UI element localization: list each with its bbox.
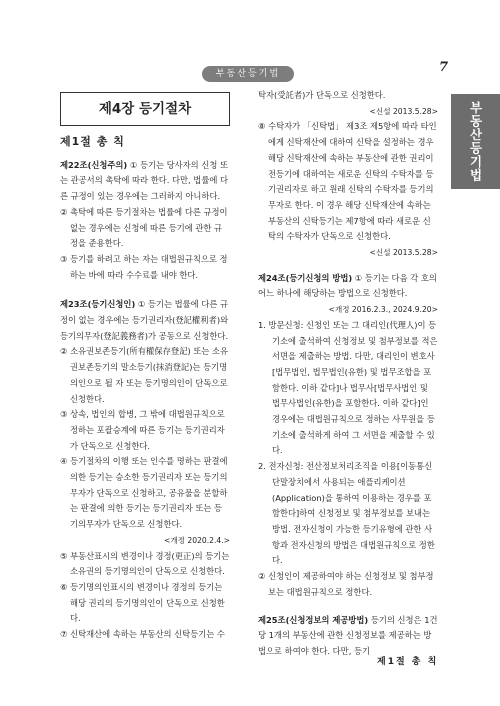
paragraph: ④ 등기절차의 이행 또는 인수를 명하는 판결에 의한 등기는 승소한 등기권리자 또는 등기의무자가 단독으로 신청하고, 공유물을 분할하는 판결에 의한 등기는 등기권리자 또는 등기의무자가 단독으로 신청한다.: [60, 456, 228, 530]
article-23: [60, 297, 230, 642]
amendment-note: <신설 2013.5.28>: [369, 106, 438, 116]
article-title: 제22조(신청주의): [60, 159, 128, 170]
paragraph: ⑧ 수탁자가 「신탁법」 제3조 제5항에 따라 타인에게 신탁재산에 대하여 신탁을 설정하는 경우 해당 신탁재산에 속하는 부동산에 관한 권리이전등기에 대하여는 새로운 신탁의 수탁자를 등기권리자로 하고 원래 신탁의 수탁자를 등기의무자로 한다. 이 경우 해당 신탁재산에 속하는 부동산의 신탁등기는 제7항에 따라 새로운 신탁의 수탁자가 단독으로 신청한다.: [258, 121, 437, 242]
article-title: 제25조(신청정보의 제공방법): [258, 614, 369, 625]
article-25: [258, 613, 438, 660]
paragraph: ⑤ 부동산표시의 변경이나 경정(更正)의 등기는 소유권의 등기명의인이 단독으로 신청한다.: [60, 550, 230, 577]
paragraph: ② 신청인이 제공하여야 하는 신청정보 및 첨부정보는 대법원규칙으로 정한다.: [258, 571, 434, 597]
paragraph: ① 등기는 당사자의 신청 또는 관공서의 촉탁에 따라 한다. 다만, 법률에 다른 규정이 있는 경우에는 그러하지 아니하다.: [60, 159, 229, 202]
article-22: [60, 158, 230, 284]
paragraph: 등기의 신청은 1건당 1개의 부동산에 관한 신청정보를 제공하는 방법으로 하여야 한다. 다만, 등기: [258, 614, 438, 656]
side-thumb-tab: 부동산등기법: [451, 94, 500, 189]
section-title: 제1절 총 칙: [60, 135, 125, 148]
paragraph: ① 등기는 법률에 다른 규정이 없는 경우에는 등기권리자(登記權利者)와 등기의무자(登記義務者)가 공동으로 신청한다.: [60, 299, 229, 341]
paragraph: 탁자(受託者)가 단독으로 신청한다.: [258, 90, 386, 100]
paragraph: ③ 등기를 하려고 하는 자는 대법원규칙으로 정하는 바에 따라 수수료를 내야 한다.: [60, 253, 228, 280]
running-header: 부동산등기법: [202, 66, 294, 82]
running-footer: 제1절 총 칙: [377, 657, 439, 667]
article-24: [258, 271, 438, 601]
paragraph: ② 촉탁에 따른 등기절차는 법률에 다른 규정이 없는 경우에는 신청에 따른 등기에 관한 규정을 준용한다.: [60, 206, 228, 249]
amendment-note: <신설 2013.5.28>: [369, 248, 438, 258]
paragraph: ① 등기는 다음 각 호의 어느 하나에 해당하는 방법으로 신청한다.: [258, 272, 437, 299]
article-title: 제24조(등기신청의 방법): [258, 272, 353, 283]
right-column: [258, 88, 438, 668]
list-item: 2. 전자신청: 전산정보처리조직을 이용[이동통신단말장치에서 사용되는 애플리케이션(Application)을 통하여 이용하는 경우를 포함한다]하여 신청정보 및 첨부정보를 보내는 방법. 전자신청이 가능한 등기유형에 관한 사항과 전자신청의 방법은 대법원규칙으로 정한다.: [258, 461, 435, 566]
amendment-note: <개정 2016.2.3., 2024.9.20>: [328, 305, 438, 315]
paragraph: ③ 상속, 법인의 합병, 그 밖에 대법원규칙으로 정하는 포괄승계에 따른 등기는 등기권리자가 단독으로 신청한다.: [60, 409, 225, 451]
list-item: 1. 방문신청: 신청인 또는 그 대리인(代理人)이 등기소에 출석하여 신청정보 및 첨부정보를 적은 서면을 제출하는 방법. 다만, 대리인이 변호사[법무법인, 법무법인(유한) 및 법무조합을 포함한다. 이하 같다]나 법무사[법무사법인 및 법무사법인(유한)을 포함한다. 이하 같다]인 경우에는 대법원규칙으로 정하는 사무원을 등기소에 출석하게 하여 그 서면을 제출할 수 있다.: [258, 319, 438, 456]
page-number: 7: [439, 60, 449, 75]
article-title: 제23조(등기신청인): [60, 299, 136, 310]
paragraph: ⑥ 등기명의인표시의 변경이나 경정의 등기는 해당 권리의 등기명의인이 단독으로 신청한다.: [60, 581, 225, 624]
paragraph: ② 소유권보존등기(所有權保存登記) 또는 소유권보존등기의 말소등기(抹消登記)는 등기명의인으로 될 자 또는 등기명의인이 단독으로 신청한다.: [60, 346, 229, 404]
left-column: [60, 92, 230, 651]
chapter-title: 제4장 등기절차: [60, 92, 230, 126]
amendment-note: <개정 2020.2.4.>: [163, 535, 230, 545]
paragraph: ⑦ 신탁재산에 속하는 부동산의 신탁등기는 수: [60, 629, 225, 640]
